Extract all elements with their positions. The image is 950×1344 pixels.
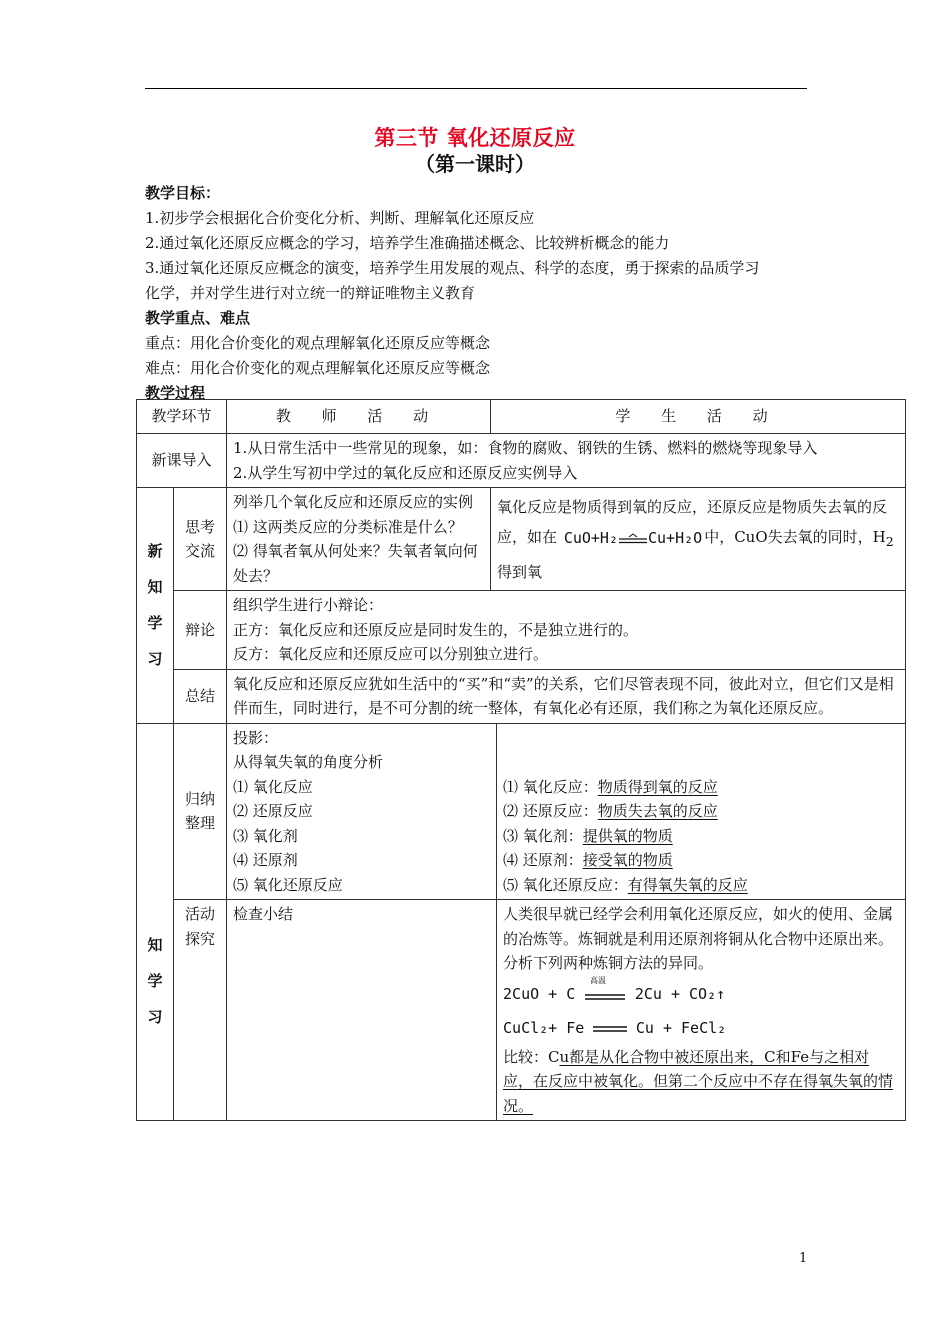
stage-label: 辩论 — [174, 591, 227, 670]
student-activity — [497, 723, 906, 900]
table-row-induction — [137, 723, 906, 900]
stage-label: 活动探究 — [174, 900, 227, 1121]
goal-item: 3.通过氧化还原反应概念的演变，培养学生用发展的观点、科学的态度，勇于探索的品质学习 — [145, 259, 760, 277]
teacher-activity: 列举几个氧化反应和还原反应的实例 ⑴ 这两类反应的分类标准是什么？ ⑵ 得氧者氧从何处来？失氧者氧向何处去？ — [227, 488, 491, 591]
debate-content: 组织学生进行小辩论： 正方：氧化反应和还原反应是同时发生的，不是独立进行的。 反方：氧化反应和还原反应可以分别独立进行。 — [227, 591, 906, 670]
key-point: 重点：用化合价变化的观点理解氧化还原反应等概念 — [145, 334, 491, 352]
table-row-intro — [137, 434, 906, 488]
heat-equals-sign — [618, 533, 648, 545]
process-heading: 教学过程 — [145, 384, 206, 402]
section-label-knowledge: 知 学 习 — [137, 723, 174, 1121]
stage-label: 总结 — [174, 669, 227, 723]
keypoints-heading: 教学重点、难点 — [145, 309, 251, 327]
stage-label: 归纳整理 — [174, 723, 227, 900]
col-header-teacher: 教 师 活 动 — [227, 400, 491, 434]
intro-content — [227, 434, 906, 488]
table-row-explore — [137, 900, 906, 1121]
table-row-debate — [137, 591, 906, 670]
definition-line: ⑴ 氧化反应：物质得到氧的反应 — [503, 777, 718, 796]
table-row-think — [137, 488, 906, 591]
difficult-point: 难点：用化合价变化的观点理解氧化还原反应等概念 — [145, 359, 491, 377]
teacher-activity: 检查小结 — [227, 900, 497, 1121]
goals-heading: 教学目标： — [145, 184, 221, 202]
table-row-summary — [137, 669, 906, 723]
definition-line: ⑸ 氧化还原反应：有得氧失氧的反应 — [503, 875, 748, 894]
high-temp-equals-sign: 高温 — [590, 975, 607, 985]
stage-label: 新课导入 — [137, 434, 227, 488]
page-number: 1 — [799, 1251, 808, 1266]
col-header-stage: 教学环节 — [137, 400, 227, 434]
stage-label: 思考交流 — [174, 488, 227, 591]
goal-item: 2.通过氧化还原反应概念的学习，培养学生准确描述概念、比较辨析概念的能力 — [145, 234, 670, 252]
definition-line: ⑵ 还原反应：物质失去氧的反应 — [503, 802, 718, 820]
equation-1: 2CuO + C 高温 2Cu + CO₂↑ — [503, 982, 899, 1007]
equation-2: CuCl₂+ Fe Cu + FeCl₂ — [503, 1019, 727, 1037]
summary-content: 氧化反应和还原反应犹如生活中的“买”和“卖”的关系，它们尽管表现不同，彼此对立，但它们又是相伴而生，同时进行，是不可分割的统一整体，有氧化必有还原，我们称之为氧化还原反应。 — [227, 669, 906, 723]
section-label-new: 新 知 学 习 — [137, 488, 174, 724]
table-header-row — [137, 400, 906, 434]
reaction-equation: CuO+H₂ Cu+H₂O — [563, 528, 703, 547]
col-header-student: 学 生 活 动 — [491, 400, 906, 434]
page-title: 第三节 氧化还原反应 — [374, 125, 576, 150]
header-rule — [145, 88, 807, 89]
goal-item: 1.初步学会根据化合价变化分析、判断、理解氧化还原反应 — [145, 209, 535, 227]
intro-line: 1.从日常生活中一些常见的现象，如：食物的腐败、钢铁的生锈、燃料的燃烧等现象导入 — [233, 439, 818, 457]
student-activity: 人类很早就已经学会利用氧化还原反应，如火的使用、金属的冶炼等。炼铜就是利用还原剂将铜从化合物中还原出来。 分析下列两种炼铜方法的异同。 2CuO + C 高温 2Cu + CO₂↑ CuCl₂+ Fe Cu + FeCl₂ 比较：Cu都是从化合物中被还原出来，C和Fe与之相对应，在反应中被氧化。但第二个反应中不存在得氧失氧的情况。 — [497, 900, 906, 1121]
lesson-process-table — [136, 399, 906, 1121]
teacher-activity: 投影： 从得氧失氧的角度分析 ⑴ 氧化反应 ⑵ 还原反应 ⑶ 氧化剂 ⑷ 还原剂 ⑸ 氧化还原反应 — [227, 723, 497, 900]
goal-item: 化学，并对学生进行对立统一的辩证唯物主义教育 — [145, 284, 476, 302]
definition-line: ⑶ 氧化剂：提供氧的物质 — [503, 826, 673, 845]
page-subtitle: （第一课时） — [415, 152, 535, 176]
student-activity: 氧化反应是物质得到氧的反应，还原反应是物质失去氧的反应，如在 CuO+H₂ Cu+H₂O 中，CuO失去氧的同时，$H_2$得到氧 — [491, 488, 906, 591]
definition-line: ⑷ 还原剂：接受氧的物质 — [503, 851, 673, 869]
comparison-text: 比较：Cu都是从化合物中被还原出来，C和Fe与之相对应，在反应中被氧化。但第二个反应中不存在得氧失氧的情况。 — [503, 1047, 894, 1115]
equals-sign — [592, 1023, 628, 1035]
lesson-intro — [145, 181, 825, 406]
intro-line: 2.从学生写初中学过的氧化反应和还原反应实例导入 — [233, 463, 578, 482]
